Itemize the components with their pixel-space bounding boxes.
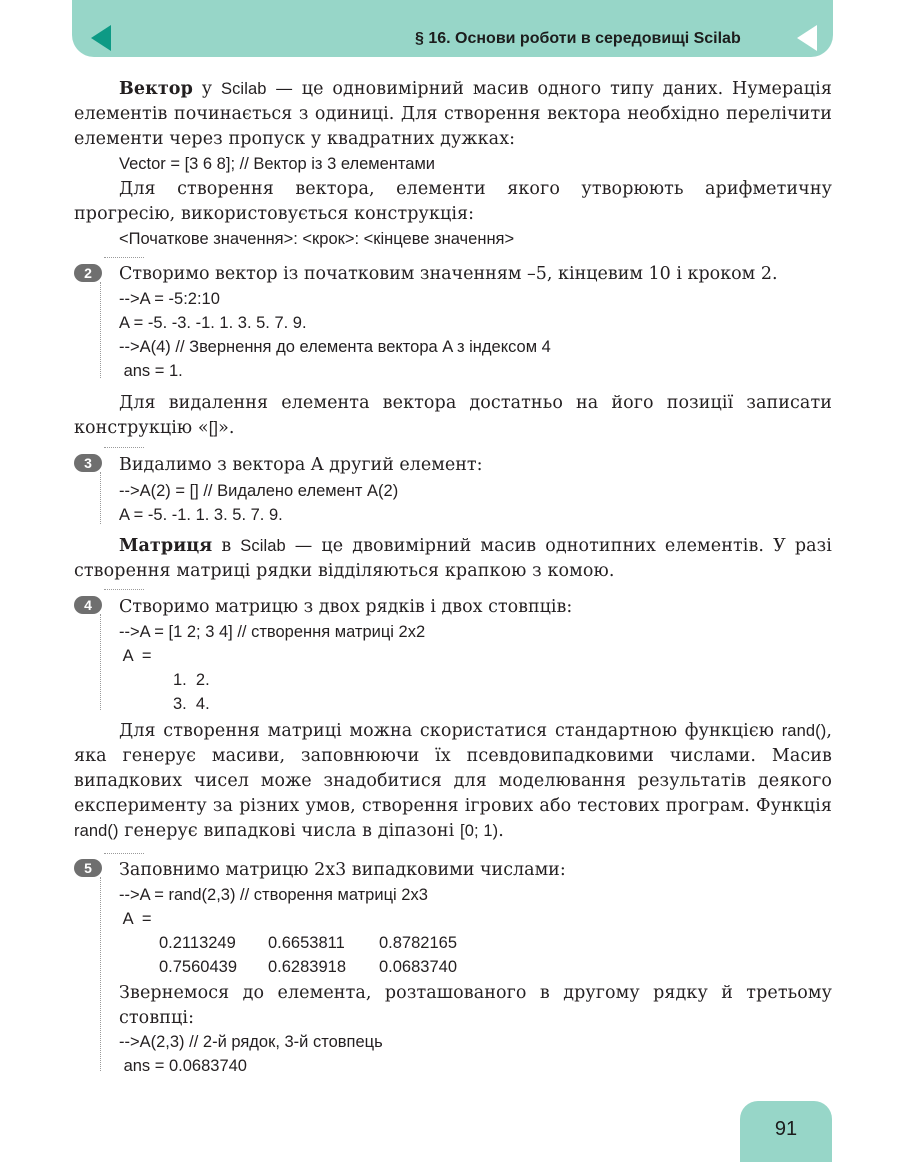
- example-badge: 4: [74, 596, 102, 614]
- function-name: rand(): [781, 722, 827, 740]
- scilab-name: Scilab: [240, 537, 286, 555]
- code-line: A = -5. -1. 1. 3. 5. 7. 9.: [119, 506, 283, 524]
- section-title: § 16. Основи роботи в середовищі Scilab: [415, 30, 741, 47]
- dotted-guide: [100, 614, 101, 710]
- code-line: ans = 1.: [119, 362, 183, 380]
- code-line: <Початкове значення>: <крок>: <кінцеве значення>: [119, 230, 515, 248]
- example-badge: 3: [74, 454, 102, 472]
- empty-brackets: []: [208, 419, 219, 437]
- code-line: -->A = rand(2,3) // створення матриці 2x3: [119, 886, 428, 904]
- code-line: -->A = -5:2:10: [119, 290, 220, 308]
- dotted-guide: [104, 447, 144, 448]
- progression-paragraph: Для створення вектора, елементи якого утворюють арифметичну прогресію, використовується конструкція:: [74, 179, 832, 224]
- element-access-paragraph: Звернемося до елемента, розташованого в другому рядку й третьому стовпці:: [119, 983, 832, 1028]
- dotted-guide: [104, 589, 144, 590]
- matrix-cell: 0.6653811: [268, 934, 345, 952]
- vector-definition-paragraph: [74, 77, 832, 152]
- running-header: [72, 0, 833, 57]
- example-badge: 2: [74, 264, 102, 282]
- code-line: -->A(4) // Звернення до елемента вектора A з індексом 4: [119, 338, 551, 356]
- code-line: -->A(2) = [] // Видалено елемент A(2): [119, 482, 399, 500]
- dotted-guide: [100, 877, 101, 1071]
- code-line: -->A = [1 2; 3 4] // створення матриці 2x2: [119, 623, 426, 641]
- term-matrix: Матриця: [119, 536, 213, 556]
- matrix-cell: 0.0683740: [379, 958, 457, 976]
- scilab-name: Scilab: [220, 80, 267, 98]
- dotted-guide: [104, 853, 144, 854]
- term-vector: Вектор: [119, 79, 193, 99]
- matrix-definition-paragraph: [74, 534, 832, 584]
- text: у: [192, 79, 221, 99]
- text: в: [212, 536, 241, 556]
- text: , яка генерує масиви, заповнюючи їх псевдовипадковими числами. Масив випадкових чисел може знадобитися для моделювання результатів деякого експерименту за різних умов, створення ігрових або тестових програм. Функція: [74, 721, 832, 816]
- code-line: A =: [119, 647, 152, 665]
- code-line: A = -5. -3. -1. 1. 3. 5. 7. 9.: [119, 314, 307, 332]
- text: генерує випадкові числа в діпазоні: [118, 821, 461, 841]
- dotted-guide: [100, 472, 101, 524]
- matrix-row: 1. 2.: [173, 671, 210, 689]
- text: — це одновимірний масив одного типу даних. Нумерація елементів починається з одиниці. Для створення вектора необхідно перелічити елементи через пропуск у квадратних дужках:: [74, 79, 832, 149]
- dotted-guide: [104, 257, 144, 258]
- previous-triangle-icon: [91, 25, 111, 51]
- range-value: [0; 1): [460, 822, 499, 840]
- example-intro: Створимо вектор із початковим значенням –5, кінцевим 10 і кроком 2.: [119, 264, 778, 284]
- rand-function-paragraph: [74, 719, 832, 844]
- code-line: A =: [119, 910, 152, 928]
- matrix-cell: 0.8782165: [379, 934, 457, 952]
- text: — це двовимірний масив однотипних елементів. У разі створення матриці рядки відділяються крапкою з комою.: [74, 536, 832, 581]
- matrix-cell: 0.6283918: [268, 958, 346, 976]
- page-number-tab: [740, 1101, 832, 1162]
- function-name: rand(): [74, 822, 119, 840]
- text: Для видалення елемента вектора достатньо на його позиції записати конструкцію «: [74, 393, 832, 438]
- code-line: ans = 0.0683740: [119, 1057, 247, 1075]
- next-triangle-icon: [797, 25, 817, 51]
- matrix-row: 3. 4.: [173, 695, 210, 713]
- code-line: Vector = [3 6 8]; // Вектор із 3 елементами: [119, 155, 436, 173]
- text: ».: [218, 418, 235, 438]
- example-badge: 5: [74, 859, 102, 877]
- example-intro: Створимо матрицю з двох рядків і двох стовпців:: [119, 597, 573, 617]
- page-number: 91: [774, 1118, 798, 1140]
- text: Для створення матриці можна скористатися стандартною функцією: [119, 721, 782, 741]
- delete-element-paragraph: [74, 391, 832, 441]
- example-intro: Заповнимо матрицю 2x3 випадковими числами:: [119, 860, 566, 880]
- matrix-cell: 0.2113249: [159, 934, 236, 952]
- dotted-guide: [100, 282, 101, 378]
- code-line: -->A(2,3) // 2-й рядок, 3-й стовпець: [119, 1033, 383, 1051]
- matrix-cell: 0.7560439: [159, 958, 237, 976]
- example-intro: Видалимо з вектора A другий елемент:: [119, 455, 483, 475]
- text: .: [498, 821, 504, 841]
